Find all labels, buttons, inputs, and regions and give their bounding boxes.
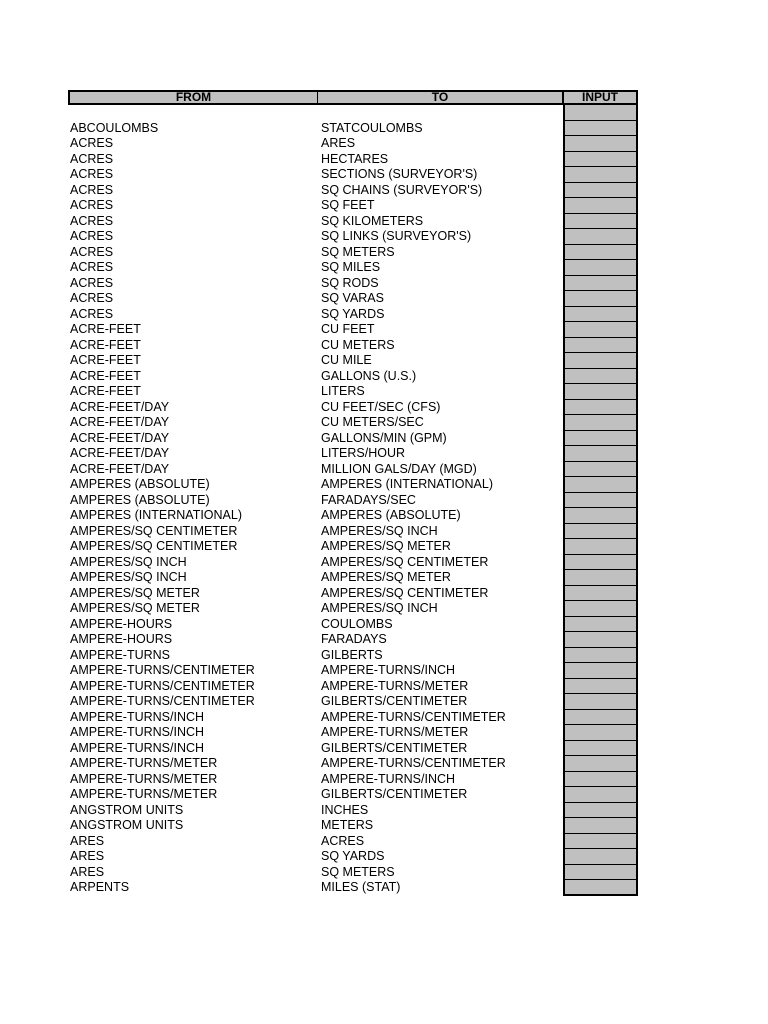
table-row — [68, 353, 638, 369]
table-body — [68, 105, 638, 896]
to-unit-cell: AMPERE-TURNS/CENTIMETER — [321, 709, 506, 724]
to-unit-cell: SQ CHAINS (SURVEYOR'S) — [321, 182, 483, 197]
input-cell[interactable] — [563, 524, 638, 540]
from-unit-cell: ACRE-FEET — [70, 337, 141, 352]
input-cell[interactable] — [563, 601, 638, 617]
table-row — [68, 446, 638, 462]
table-row — [68, 679, 638, 695]
from-unit-cell: AMPERE-TURNS/METER — [70, 771, 218, 786]
input-cell[interactable] — [563, 322, 638, 338]
input-cell[interactable] — [563, 555, 638, 571]
table-row — [68, 772, 638, 788]
to-unit-cell: AMPERES/SQ METER — [321, 539, 451, 553]
input-cell[interactable] — [563, 880, 638, 896]
from-unit-cell: ACRE-FEET/DAY — [70, 461, 170, 476]
from-unit-cell: ACRE-FEET — [70, 384, 141, 398]
table-row — [68, 384, 638, 400]
to-unit-cell: SQ METERS — [321, 244, 395, 259]
to-unit-cell: ACRES — [321, 833, 365, 848]
from-unit-cell: AMPERE-TURNS — [70, 647, 171, 662]
input-cell[interactable] — [563, 865, 638, 881]
from-unit-cell: ACRES — [70, 306, 114, 321]
to-unit-cell: GILBERTS/CENTIMETER — [321, 740, 468, 755]
to-unit-cell: GALLONS (U.S.) — [321, 368, 417, 383]
from-unit-cell: AMPERES/SQ CENTIMETER — [70, 523, 238, 538]
table-row — [68, 415, 638, 431]
table-row — [68, 849, 638, 865]
from-unit-cell: ARPENTS — [70, 880, 130, 894]
table-row — [68, 818, 638, 834]
input-cell[interactable] — [563, 121, 638, 137]
table-row — [68, 803, 638, 819]
input-cell[interactable] — [563, 183, 638, 199]
table-row — [68, 400, 638, 416]
table-row — [68, 539, 638, 555]
from-unit-cell: ACRE-FEET — [70, 353, 141, 367]
to-unit-cell: CU MILE — [321, 353, 372, 367]
to-unit-cell: MILLION GALS/DAY (MGD) — [321, 461, 477, 476]
to-unit-cell: AMPERES/SQ INCH — [321, 523, 438, 538]
table-row — [68, 834, 638, 850]
from-unit-cell: AMPERE-TURNS/CENTIMETER — [70, 694, 255, 708]
input-cell[interactable] — [563, 276, 638, 292]
table-row — [68, 648, 638, 664]
table-row — [68, 787, 638, 803]
from-unit-cell: ACRE-FEET/DAY — [70, 415, 170, 429]
input-cell[interactable] — [563, 741, 638, 757]
table-row — [68, 462, 638, 478]
input-cell[interactable] — [563, 431, 638, 447]
to-unit-cell: GALLONS/MIN (GPM) — [321, 430, 447, 445]
input-cell[interactable] — [563, 648, 638, 664]
table-row — [68, 245, 638, 261]
input-cell[interactable] — [563, 679, 638, 695]
table-row — [68, 710, 638, 726]
table-row — [68, 291, 638, 307]
table-row — [68, 756, 638, 772]
table-row — [68, 322, 638, 338]
table-row — [68, 214, 638, 230]
to-unit-cell: SQ FEET — [321, 198, 375, 212]
to-unit-cell: LITERS/HOUR — [321, 446, 406, 460]
to-unit-cell: AMPERES/SQ METER — [321, 570, 451, 584]
from-unit-cell: ACRES — [70, 151, 114, 166]
to-unit-cell: CU FEET — [321, 322, 375, 336]
from-unit-cell: ACRE-FEET — [70, 322, 141, 336]
table-row — [68, 865, 638, 881]
table-row — [68, 276, 638, 292]
table-row — [68, 601, 638, 617]
table-header — [68, 90, 638, 105]
input-cell[interactable] — [563, 756, 638, 772]
table-row — [68, 338, 638, 354]
to-unit-cell: SQ METERS — [321, 864, 395, 879]
to-unit-cell: AMPERES (ABSOLUTE) — [321, 508, 461, 522]
table-row — [68, 198, 638, 214]
to-unit-cell: ARES — [321, 136, 356, 150]
from-unit-cell: AMPERES/SQ CENTIMETER — [70, 539, 238, 553]
input-cell[interactable] — [563, 198, 638, 214]
table-row — [68, 617, 638, 633]
input-cell[interactable] — [563, 214, 638, 230]
input-cell[interactable] — [563, 617, 638, 633]
to-unit-cell: SQ MILES — [321, 260, 381, 274]
input-cell[interactable] — [563, 260, 638, 276]
from-unit-cell: AMPERE-TURNS/INCH — [70, 709, 205, 724]
input-cell[interactable] — [563, 369, 638, 385]
input-cell[interactable] — [563, 105, 638, 121]
input-cell[interactable] — [563, 229, 638, 245]
from-unit-cell: AMPERE-TURNS/METER — [70, 756, 218, 770]
from-unit-cell: ACRE-FEET/DAY — [70, 446, 170, 460]
input-cell[interactable] — [563, 710, 638, 726]
header-to: TO — [318, 92, 564, 103]
from-unit-cell: AMPERES/SQ INCH — [70, 570, 187, 584]
to-unit-cell: INCHES — [321, 802, 369, 817]
from-unit-cell: AMPERE-TURNS/INCH — [70, 740, 205, 755]
from-unit-cell: AMPERE-HOURS — [70, 632, 173, 646]
input-cell[interactable] — [563, 803, 638, 819]
input-cell[interactable] — [563, 446, 638, 462]
from-unit-cell: ACRES — [70, 182, 114, 197]
from-unit-cell: AMPERES (ABSOLUTE) — [70, 477, 210, 491]
input-cell[interactable] — [563, 539, 638, 555]
from-unit-cell: ACRE-FEET/DAY — [70, 399, 170, 414]
to-unit-cell: GILBERTS/CENTIMETER — [321, 787, 468, 801]
table-row — [68, 167, 638, 183]
table-row — [68, 307, 638, 323]
from-unit-cell: AMPERE-TURNS/CENTIMETER — [70, 663, 255, 677]
from-unit-cell: ACRE-FEET — [70, 368, 141, 383]
input-cell[interactable] — [563, 508, 638, 524]
table-row — [68, 477, 638, 493]
table-row — [68, 741, 638, 757]
to-unit-cell: AMPERE-TURNS/METER — [321, 725, 469, 739]
to-unit-cell: CU FEET/SEC (CFS) — [321, 399, 441, 414]
from-unit-cell: ACRES — [70, 136, 114, 150]
conversion-table — [68, 90, 638, 896]
table-row — [68, 229, 638, 245]
table-row — [68, 121, 638, 137]
input-cell[interactable] — [563, 632, 638, 648]
to-unit-cell: METERS — [321, 818, 374, 832]
input-cell[interactable] — [563, 338, 638, 354]
table-row — [68, 570, 638, 586]
input-cell[interactable] — [563, 694, 638, 710]
to-unit-cell: COULOMBS — [321, 616, 393, 631]
header-input: INPUT — [582, 90, 618, 104]
from-unit-cell: ACRES — [70, 198, 114, 212]
from-unit-cell: AMPERES/SQ METER — [70, 585, 200, 600]
input-cell[interactable] — [563, 849, 638, 865]
input-cell[interactable] — [563, 663, 638, 679]
from-unit-cell: ACRES — [70, 244, 114, 259]
from-unit-cell: ACRES — [70, 213, 114, 228]
from-unit-cell: AMPERES (ABSOLUTE) — [70, 492, 210, 507]
input-cell[interactable] — [563, 384, 638, 400]
to-unit-cell: CU METERS — [321, 337, 395, 352]
to-unit-cell: CU METERS/SEC — [321, 415, 424, 429]
header-from: FROM — [70, 92, 318, 103]
table-row — [68, 136, 638, 152]
table-row — [68, 369, 638, 385]
to-unit-cell: AMPERES/SQ CENTIMETER — [321, 554, 489, 569]
to-unit-cell: AMPERE-TURNS/CENTIMETER — [321, 756, 506, 770]
to-unit-cell: SECTIONS (SURVEYOR'S) — [321, 167, 478, 181]
to-unit-cell: GILBERTS — [321, 647, 383, 662]
to-unit-cell: AMPERE-TURNS/INCH — [321, 663, 456, 677]
to-unit-cell: GILBERTS/CENTIMETER — [321, 694, 468, 708]
to-unit-cell: AMPERES (INTERNATIONAL) — [321, 477, 494, 491]
from-unit-cell: AMPERES (INTERNATIONAL) — [70, 508, 243, 522]
table-row — [68, 694, 638, 710]
input-cell[interactable] — [563, 772, 638, 788]
from-unit-cell: AMPERE-TURNS/METER — [70, 787, 218, 801]
from-unit-cell: ARES — [70, 833, 105, 848]
from-unit-cell: AMPERES/SQ METER — [70, 601, 200, 615]
to-unit-cell: HECTARES — [321, 151, 389, 166]
from-unit-cell: AMPERE-TURNS/CENTIMETER — [70, 678, 255, 693]
to-unit-cell: AMPERE-TURNS/METER — [321, 678, 469, 693]
table-row — [68, 725, 638, 741]
to-unit-cell: AMPERES/SQ INCH — [321, 601, 438, 615]
table-row — [68, 555, 638, 571]
input-cell[interactable] — [563, 400, 638, 416]
to-unit-cell: SQ VARAS — [321, 291, 384, 305]
input-cell[interactable] — [563, 152, 638, 168]
to-unit-cell: SQ YARDS — [321, 306, 385, 321]
input-cell[interactable] — [563, 245, 638, 261]
input-cell[interactable] — [563, 477, 638, 493]
table-row — [68, 183, 638, 199]
input-cell[interactable] — [563, 725, 638, 741]
input-cell[interactable] — [563, 586, 638, 602]
input-cell[interactable] — [563, 291, 638, 307]
to-unit-cell: MILES (STAT) — [321, 880, 401, 894]
input-cell[interactable] — [563, 834, 638, 850]
table-row — [68, 431, 638, 447]
from-unit-cell: ARES — [70, 849, 105, 863]
from-unit-cell: ACRES — [70, 167, 114, 181]
from-unit-cell: ANGSTROM UNITS — [70, 802, 184, 817]
blank-row — [68, 105, 638, 121]
to-unit-cell: SQ KILOMETERS — [321, 213, 424, 228]
to-unit-cell: SQ RODS — [321, 275, 379, 290]
to-unit-cell: FARADAYS — [321, 632, 387, 646]
input-cell[interactable] — [563, 787, 638, 803]
from-unit-cell: ACRES — [70, 229, 114, 243]
from-unit-cell: AMPERE-TURNS/INCH — [70, 725, 205, 739]
to-unit-cell: FARADAYS/SEC — [321, 492, 416, 507]
input-cell[interactable] — [563, 307, 638, 323]
table-row — [68, 586, 638, 602]
input-cell[interactable] — [563, 136, 638, 152]
from-unit-cell: ABCOULOMBS — [70, 120, 159, 135]
input-cell[interactable] — [563, 570, 638, 586]
input-cell[interactable] — [563, 818, 638, 834]
to-unit-cell: SQ LINKS (SURVEYOR'S) — [321, 229, 472, 243]
from-unit-cell: ACRES — [70, 291, 114, 305]
table-row — [68, 493, 638, 509]
input-cell[interactable] — [563, 415, 638, 431]
table-row — [68, 152, 638, 168]
from-unit-cell: ARES — [70, 864, 105, 879]
from-unit-cell: AMPERES/SQ INCH — [70, 554, 187, 569]
input-cell[interactable] — [563, 167, 638, 183]
table-row — [68, 632, 638, 648]
input-cell[interactable] — [563, 462, 638, 478]
to-unit-cell: AMPERE-TURNS/INCH — [321, 771, 456, 786]
from-unit-cell: AMPERE-HOURS — [70, 616, 173, 631]
input-cell[interactable] — [563, 493, 638, 509]
input-cell[interactable] — [563, 353, 638, 369]
from-unit-cell: ACRES — [70, 275, 114, 290]
table-row — [68, 880, 638, 896]
to-unit-cell: SQ YARDS — [321, 849, 385, 863]
table-row — [68, 508, 638, 524]
table-row — [68, 663, 638, 679]
to-unit-cell: AMPERES/SQ CENTIMETER — [321, 585, 489, 600]
to-unit-cell: LITERS — [321, 384, 365, 398]
table-row — [68, 524, 638, 540]
to-unit-cell: STATCOULOMBS — [321, 120, 423, 135]
from-unit-cell: ACRE-FEET/DAY — [70, 430, 170, 445]
table-row — [68, 260, 638, 276]
from-unit-cell: ACRES — [70, 260, 114, 274]
from-unit-cell: ANGSTROM UNITS — [70, 818, 184, 832]
